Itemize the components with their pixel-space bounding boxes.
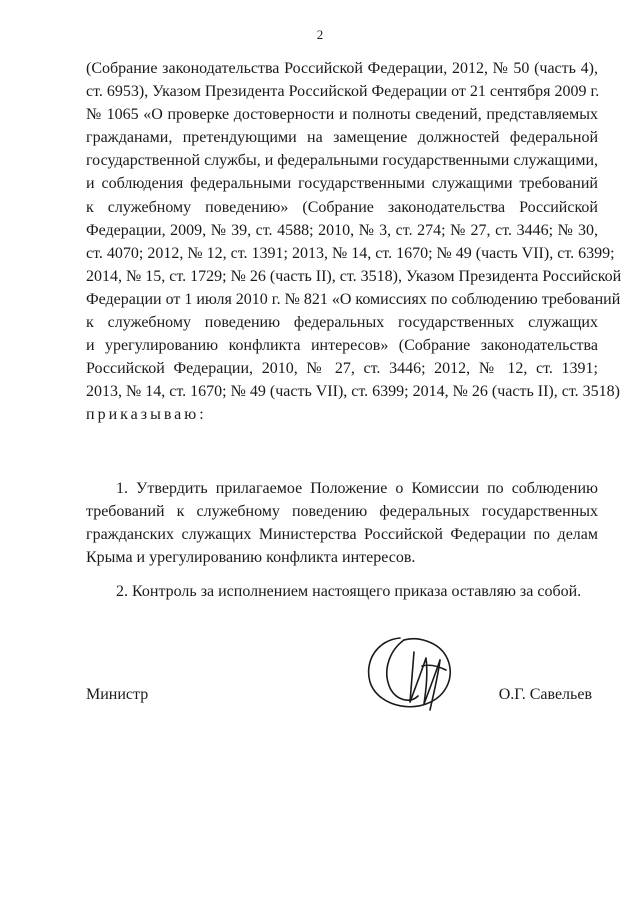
preamble-line: 2014, № 15, ст. 1729; № 26 (часть II), ст. 3518), Указом Президента Российской: [86, 267, 622, 285]
preamble-line: и соблюдения федеральными государственными служащими требований: [86, 175, 598, 193]
signatory-title: Министр: [86, 686, 149, 703]
preamble-line: гражданами, претендующими на замещение должностей федеральной: [86, 129, 598, 147]
signatory-name: О.Г. Савельев: [498, 686, 592, 703]
order-item-1-line: требований к служебному поведению федеральных государственных: [86, 503, 598, 521]
order-word: приказываю:: [86, 406, 207, 424]
preamble-line: и урегулированию конфликта интересов» (Собрание законодательства: [86, 337, 598, 355]
signature-image: [360, 630, 470, 715]
page-number: 2: [316, 27, 324, 42]
preamble-line: 2013, № 14, ст. 1670; № 49 (часть VII), ст. 6399; 2014, № 26 (часть II), ст. 3518): [86, 383, 620, 401]
preamble-line: Федерации от 1 июля 2010 г. № 821 «О комиссиях по соблюдению требований: [86, 290, 621, 308]
order-item-2: [86, 580, 598, 603]
order-item-2-line: 2. Контроль за исполнением настоящего приказа оставляю за собой.: [116, 583, 582, 600]
preamble-line: государственной службы, и федеральными государственными служащими,: [86, 152, 598, 170]
order-item-1-line: 1. Утвердить прилагаемое Положение о Комиссии по соблюдению: [116, 480, 598, 497]
order-item-1-line: гражданских служащих Министерства Российской Федерации по делам: [86, 526, 598, 544]
order-item-1-line: Крыма и урегулированию конфликта интересов.: [86, 549, 416, 567]
preamble-line: Российской Федерации, 2010, № 27, ст. 3446; 2012, № 12, ст. 1391;: [86, 360, 598, 378]
preamble-line: Федерации, 2009, № 39, ст. 4588; 2010, № 3, ст. 274; № 27, ст. 3446; № 30,: [86, 221, 598, 239]
preamble-line: ст. 6953), Указом Президента Российской Федерации от 21 сентября 2009 г.: [86, 83, 600, 101]
preamble-line: ст. 4070; 2012, № 12, ст. 1391; 2013, № 14, ст. 1670; № 49 (часть VII), ст. 6399;: [86, 244, 615, 262]
preamble-line: к служебному поведению» (Собрание законодательства Российской: [86, 198, 598, 216]
preamble-line: № 1065 «О проверке достоверности и полноты сведений, представляемых: [86, 106, 598, 124]
preamble-line: (Собрание законодательства Российской Федерации, 2012, № 50 (часть 4),: [86, 60, 598, 77]
preamble-line: к служебному поведению федеральных государственных служащих: [86, 314, 598, 332]
preamble-text: [86, 57, 622, 427]
order-item-1: [86, 477, 598, 569]
